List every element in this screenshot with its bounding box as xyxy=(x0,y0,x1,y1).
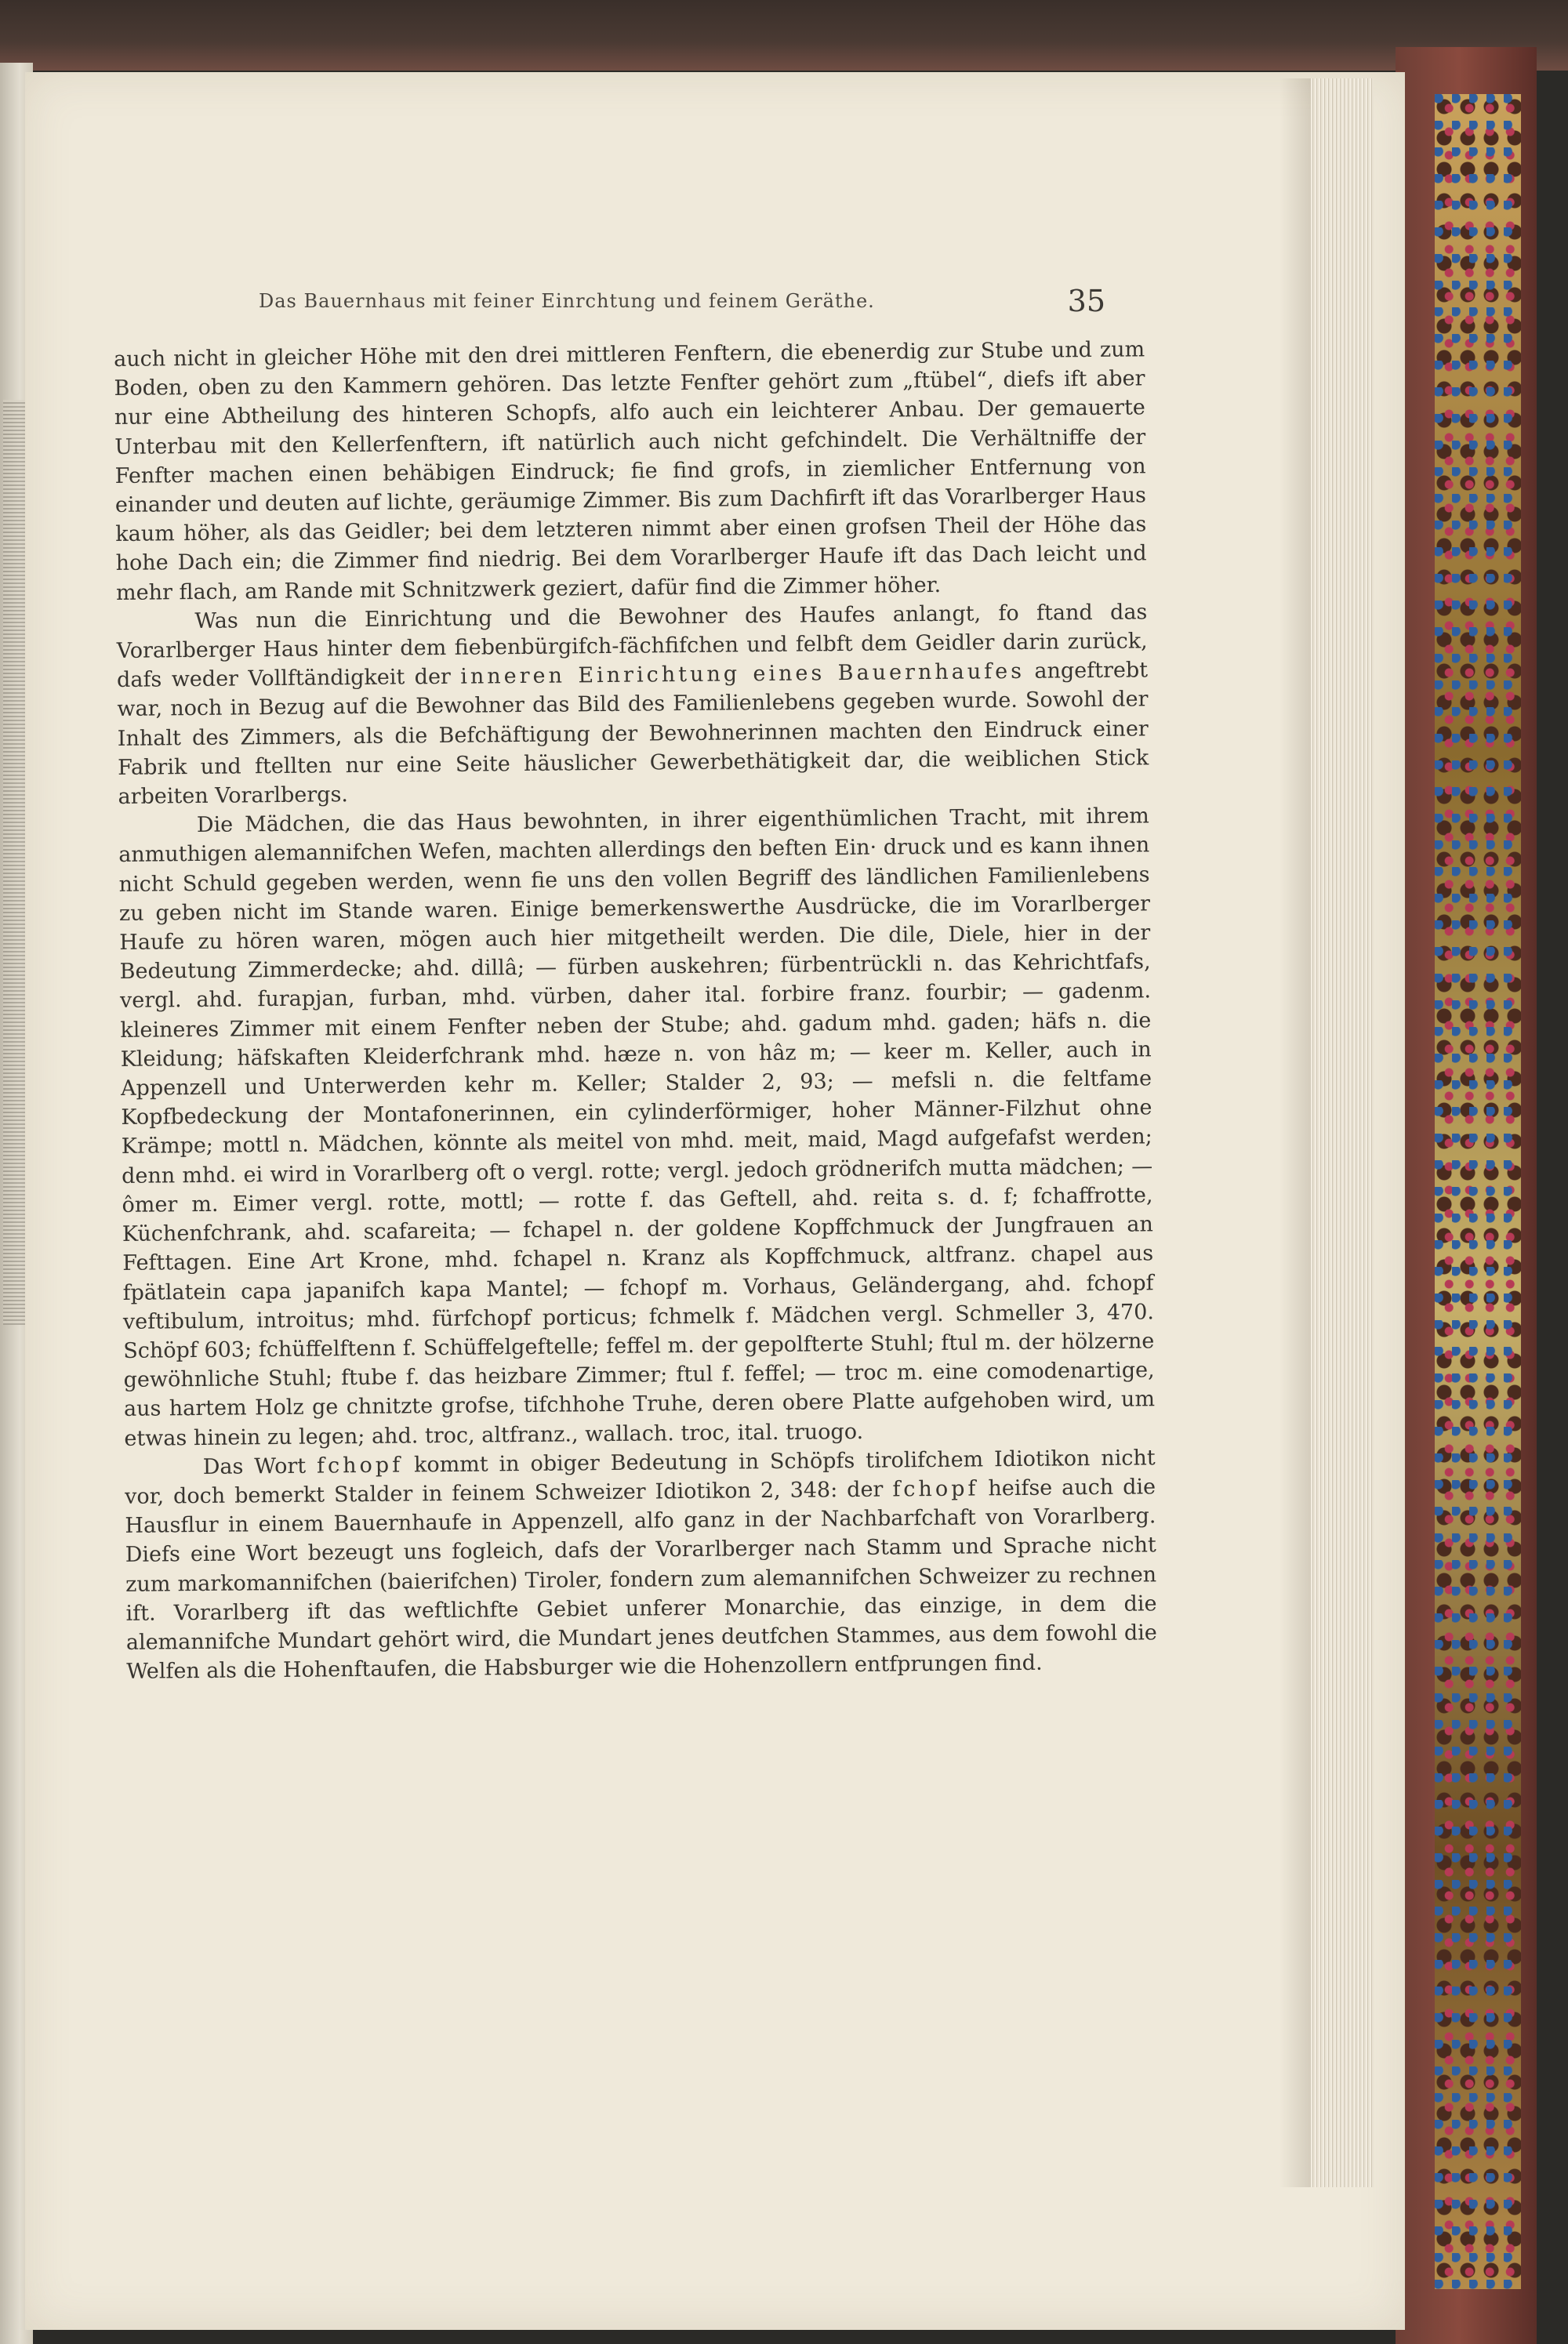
paragraph-4-term-1: fchopf xyxy=(316,1453,404,1479)
paragraph-4-part-c: kommt in obiger Bedeutung in Schöpfs tirolifchem Idiotikon nicht vor, doch bemerkt Stalder in feinem Schweizer Idiotikon 2, 348: der xyxy=(124,1446,1156,1509)
paragraph-4-part-e: heifse auch die Hausflur in einem Bauernhaufe in Appenzell, alfo ganz in der Nachbarfchaft von Vorarlberg. Diefs eine Wort bezeugt uns fogleich, dafs der Vorarlberger nach Stamm und Sprache nicht zum markomannifchen (baierifchen) Tiroler, fondern zum alemannifchen Schweizer zu rechnen ift. Vorarlberg ift das weftlichfte Gebiet unferer Monarchie, das einzige, in dem die alemannifche Mundart gehört wird, die Mundart jenes deutfchen Stammes, aus dem fowohl die Welfen als die Hohenftaufen, die Habsburger wie die Hohenzollern entfprungen find. xyxy=(125,1475,1157,1685)
paragraph-4-part-a: Das Wort xyxy=(202,1453,318,1479)
body-text xyxy=(114,335,1160,2007)
paragraph-2-part-c: angeftrebt war, noch in Bezug auf die Bewohner das Bild des Familienlebens gegeben wurde. Sowohl der Inhalt des Zimmers, als die Befchäftigung der Bewohnerinnen machten den Eindruck einer Fabrik und ftellten nur eine Seite häuslicher Gewerbethätigkeit dar, die weiblichen Stick arbeiten Vorarlbergs. xyxy=(117,658,1149,810)
paragraph-2-part-a: Was nun die Einrichtung und die Bewohner des Haufes anlangt, fo ftand das Vorarlberger Haus hinter dem fiebenbürgifch-fächfifchen und felbft dem Geidler darin zurück, dafs weder Vollftändigkeit der xyxy=(116,600,1148,693)
paragraph-2-emphasis: inneren Einrichtung eines Bauernhaufes xyxy=(460,659,1025,690)
paragraph-4-term-2: fchopf xyxy=(892,1476,979,1502)
page-number: 35 xyxy=(1067,284,1105,318)
running-title: Das Bauernhaus mit feiner Einrchtung und feinem Geräthe. xyxy=(259,290,875,312)
page-stack-edge xyxy=(1311,78,1374,2187)
page-gutter-shadow xyxy=(1279,78,1311,2187)
paragraph-4 xyxy=(125,1443,1158,1686)
paragraph-2 xyxy=(116,597,1149,811)
paragraph-3: Die Mädchen, die das Haus bewohnten, in ihrer eigenthümlichen Tracht, mit ihrem anmuthigen alemannifchen Wefen, machten allerdings den beften Ein· druck und es kann ihnen nicht Schuld gegeben werden, wenn fie uns den vollen Begriff des ländlichen Familienlebens zu geben nicht im Stande waren. Einige bemerkenswerthe Ausdrücke, die im Vorarlberger Haufe zu hören waren, mögen auch hier mitgetheilt werden. Die dile, Diele, hier in der Bedeutung Zimmerdecke; ahd. dillâ; — fürben auskehren; fürbentrückli n. das Kehrichtfafs, vergl. ahd. furapjan, furban, mhd. vürben, daher ital. forbire franz. fourbir; — gadenm. kleineres Zimmer mit einem Fenfter neben der Stube; ahd. gadum mhd. gaden; häfs n. die Kleidung; häfskaften Kleiderfchrank mhd. hæze n. von hâz m; — keer m. Keller, auch in Appenzell und Unterwerden kehr m. Keller; Stalder 2, 93; — mefsli n. die feltfame Kopfbedeckung der Montafonerinnen, ein cylinderförmiger, hoher Männer-Filzhut ohne Krämpe; mottl n. Mädchen, könnte als meitel von mhd. meit, maid, Magd aufgefafst werden; denn mhd. ei wird in Vorarlberg oft o vergl. rotte; vergl. jedoch grödnerifch mutta mädchen; — ômer m. Eimer vergl. rotte, mottl; — rotte f. das Geftell, ahd. reita s. d. f; fchaffrotte, Küchenfchrank, ahd. scafareita; — fchapel n. der goldene Kopffchmuck der Jungfrauen an Fefttagen. Eine Art Krone, mhd. fchapel n. Kranz als Kopffchmuck, altfranz. chapel aus fpätlatein capa japanifch kapa Mantel; — fchopf m. Vorhaus, Geländergang, ahd. fchopf veftibulum, introitus; mhd. fürfchopf porticus; fchmelk f. Mädchen vergl. Schmeller 3, 470. Schöpf 603; fchüffelftenn f. Schüffelgeftelle; feffel m. der gepolfterte Stuhl; ftul m. der hölzerne gewöhnliche Stuhl; ftube f. das heizbare Zimmer; ftul f. feffel; — troc m. eine comodenartige, aus hartem Holz ge chnitzte grofse, tifchhohe Truhe, deren obere Platte aufgehoben wird, um etwas hinein zu legen; ahd. troc, altfranz., wallach. troc, ital. truogo. xyxy=(118,804,1156,1451)
marbled-page-edge xyxy=(1435,94,1521,2289)
book-cover-top xyxy=(0,0,1568,71)
facing-page-illustration xyxy=(3,400,27,1325)
page-header xyxy=(259,284,1105,323)
paragraph-1: auch nicht in gleicher Höhe mit den drei mittleren Fenftern, die ebenerdig zur Stube und zum Boden, oben zu den Kammern gehören. Das letzte Fenfter gehört zum „ftübel“, diefs ift aber nur eine Abtheilung des hinteren Schopfs, alfo auch ein leichterer Anbau. Der gemauerte Unterbau mit den Kellerfenftern, ift natürlich auch nicht gefchindelt. Die Verhältniffe der Fenfter machen einen behäbigen Eindruck; fie find grofs, in ziemlicher Entfernung von einander und deuten auf lichte, geräumige Zimmer. Bis zum Dachfirft ift das Vorarlberger Haus kaum höher, als das Geidler; bei dem letzteren nimmt aber einen grofsen Theil der Höhe das hohe Dach ein; die Zimmer find niedrig. Bei dem Vorarlberger Haufe ift das Dach leicht und mehr flach, am Rande mit Schnitzwerk geziert, dafür find die Zimmer höher. xyxy=(114,337,1147,605)
